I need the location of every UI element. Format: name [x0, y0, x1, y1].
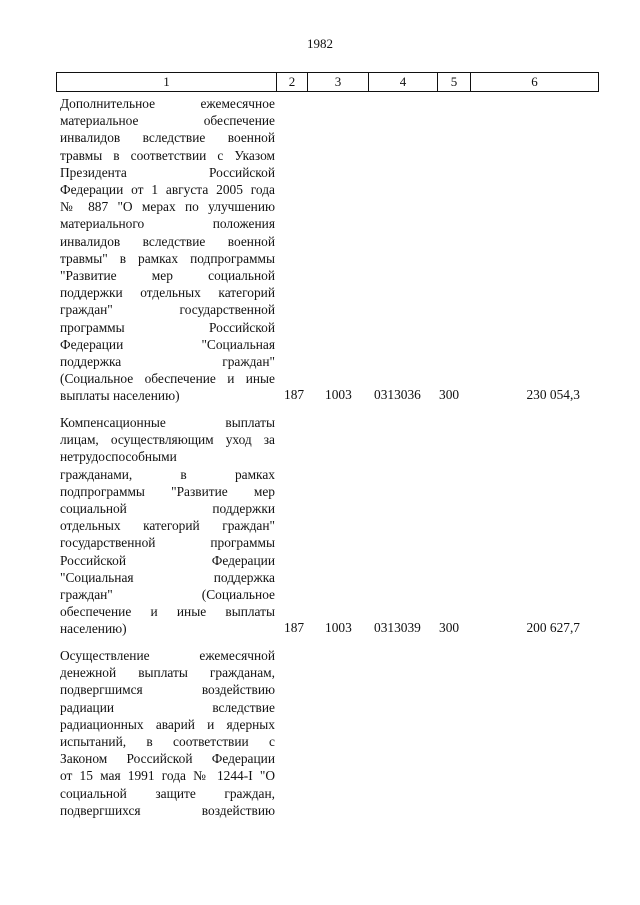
column-header-1: 1 — [57, 73, 277, 92]
description-line: № 887 "О мерах по улучшению — [60, 199, 275, 215]
description-line: материального положения — [60, 216, 275, 232]
description-line: лицам, осуществляющим уход за — [60, 432, 275, 448]
description-line: выплаты населению) — [60, 388, 180, 404]
description-line: социальной защите граждан, — [60, 785, 275, 801]
row-description — [60, 647, 275, 819]
description-line: Законом Российской Федерации — [60, 751, 275, 767]
description-line: государственной программы — [60, 535, 275, 551]
description-line: (Социальное обеспечение и иные — [60, 371, 275, 387]
description-line: подпрограммы "Развитие мер — [60, 483, 275, 499]
description-line: отдельных категорий граждан" — [60, 518, 275, 534]
description-line: травмы в соответствии с Указом — [60, 147, 275, 163]
description-line: радиационных аварий и ядерных — [60, 716, 275, 732]
row-description — [60, 95, 275, 405]
section-code: 1003 — [325, 387, 352, 402]
description-line: Федерации "Социальная — [60, 336, 275, 352]
target-article-code: 0313039 — [374, 620, 421, 635]
description-line: нетрудоспособными — [60, 449, 177, 465]
description-line: Российской Федерации — [60, 552, 275, 568]
column-header-3: 3 — [308, 73, 369, 92]
description-line: гражданами, в рамках — [60, 466, 275, 482]
description-line: Федерации от 1 августа 2005 года — [60, 182, 275, 198]
description-line: испытаний, в соответствии с — [60, 734, 275, 750]
description-line: поддержки отдельных категорий — [60, 285, 275, 301]
column-header-row — [56, 72, 599, 92]
description-line: "Социальная поддержка — [60, 569, 275, 585]
description-line: Дополнительное ежемесячное — [60, 96, 275, 111]
description-line: радиации вследствие — [60, 699, 275, 715]
description-line: обеспечение и иные выплаты — [60, 604, 275, 620]
column-header-2: 2 — [277, 73, 308, 92]
section-code: 1003 — [325, 620, 352, 635]
description-line: денежной выплаты гражданам, — [60, 665, 275, 681]
description-line: травмы" в рамках подпрограммы — [60, 250, 275, 266]
description-line: социальной поддержки — [60, 501, 275, 517]
description-line: инвалидов вследствие военной — [60, 233, 275, 249]
description-line: Президента Российской — [60, 164, 275, 180]
expense-type-code: 300 — [439, 387, 460, 402]
description-line: подвергшихся воздействию — [60, 802, 275, 818]
ministry-code: 187 — [284, 387, 305, 402]
description-line: программы Российской — [60, 319, 275, 335]
description-line: Компенсационные выплаты — [60, 415, 275, 430]
ministry-code: 187 — [284, 620, 305, 635]
description-line: населению) — [60, 621, 127, 637]
column-header-4: 4 — [369, 73, 438, 92]
description-line: Осуществление ежемесячной — [60, 648, 275, 663]
target-article-code: 0313036 — [374, 387, 421, 402]
description-line: поддержка граждан" — [60, 354, 275, 370]
description-line: граждан" (Социальное — [60, 587, 275, 603]
row-description — [60, 414, 275, 638]
description-line: материальное обеспечение — [60, 113, 275, 129]
expense-type-code: 300 — [439, 620, 460, 635]
description-line: граждан" государственной — [60, 302, 275, 318]
column-header-6: 6 — [471, 73, 599, 92]
amount: 200 627,7 — [526, 620, 580, 635]
page-number: 1982 — [307, 36, 333, 51]
description-line: "Развитие мер социальной — [60, 268, 275, 284]
description-line: инвалидов вследствие военной — [60, 130, 275, 146]
description-line: от 15 мая 1991 года № 1244-I "О — [60, 768, 275, 784]
amount: 230 054,3 — [526, 387, 580, 402]
description-line: подвергшимся воздействию — [60, 682, 275, 698]
column-header-5: 5 — [438, 73, 471, 92]
